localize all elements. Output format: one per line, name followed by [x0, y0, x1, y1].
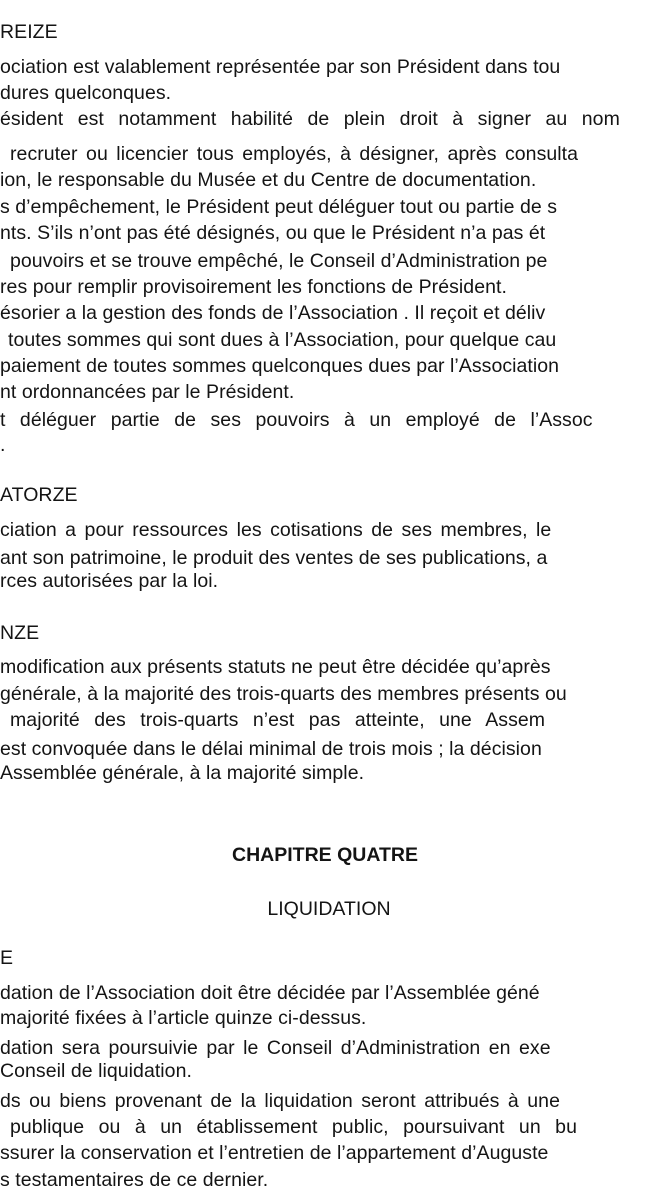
- text-line: .: [0, 434, 6, 456]
- text-line: Assemblée générale, à la majorité simple.: [0, 762, 365, 784]
- text-line: s d’empêchement, le Président peut déléguer tout ou partie de s: [0, 196, 558, 218]
- text-line: paiement de toutes sommes quelconques dues par l’Association: [0, 355, 560, 377]
- text-line: ion, le responsable du Musée et du Centre de documentation.: [0, 169, 537, 191]
- text-line: ciation a pour ressources les cotisations de ses membres, le: [0, 519, 552, 541]
- text-line: dation sera poursuivie par le Conseil d’Administration en exe: [0, 1037, 551, 1059]
- text-line: modification aux présents statuts ne peut être décidée qu’après: [0, 656, 551, 678]
- text-line: nt ordonnancées par le Président.: [0, 381, 295, 403]
- text-line: ssurer la conservation et l’entretien de l’appartement d’Auguste: [0, 1142, 549, 1164]
- article-heading: REIZE: [0, 21, 58, 43]
- text-line: ant son patrimoine, le produit des ventes de ses publications, a: [0, 547, 548, 569]
- text-line: ociation est valablement représentée par son Président dans tou: [0, 56, 561, 78]
- chapter-subtitle: LIQUIDATION: [267, 898, 391, 920]
- text-line: ésorier a la gestion des fonds de l’Association . Il reçoit et déliv: [0, 302, 546, 324]
- text-line: t déléguer partie de ses pouvoirs à un employé de l’Assoc: [0, 409, 593, 431]
- text-line: toutes sommes qui sont dues à l’Association, pour quelque cau: [8, 329, 557, 351]
- text-line: dation de l’Association doit être décidée par l’Assemblée géné: [0, 982, 540, 1004]
- text-line: ds ou biens provenant de la liquidation seront attribués à une: [0, 1090, 560, 1112]
- text-line: pouvoirs et se trouve empêché, le Conseil d’Administration pe: [10, 250, 548, 272]
- text-line: générale, à la majorité des trois-quarts des membres présents ou: [0, 683, 567, 705]
- text-line: s testamentaires de ce dernier.: [0, 1169, 269, 1191]
- article-heading: NZE: [0, 622, 40, 644]
- text-line: est convoquée dans le délai minimal de trois mois ; la décision: [0, 738, 542, 760]
- text-line: ésident est notamment habilité de plein droit à signer au nom: [0, 108, 620, 130]
- text-line: rces autorisées par la loi.: [0, 570, 219, 592]
- chapter-title: CHAPITRE QUATRE: [232, 844, 418, 866]
- article-heading: E: [0, 947, 14, 969]
- text-line: dures quelconques.: [0, 82, 172, 104]
- text-line: majorité des trois-quarts n’est pas atteinte, une Assem: [10, 709, 546, 731]
- text-line: nts. S’ils n’ont pas été désignés, ou que le Président n’a pas ét: [0, 222, 546, 244]
- text-line: publique ou à un établissement public, poursuivant un bu: [10, 1116, 577, 1138]
- text-line: recruter ou licencier tous employés, à désigner, après consulta: [10, 143, 579, 165]
- text-line: majorité fixées à l’article quinze ci-dessus.: [0, 1007, 367, 1029]
- text-line: Conseil de liquidation.: [0, 1060, 192, 1082]
- article-heading: ATORZE: [0, 484, 78, 506]
- text-line: res pour remplir provisoirement les fonctions de Président.: [0, 276, 507, 298]
